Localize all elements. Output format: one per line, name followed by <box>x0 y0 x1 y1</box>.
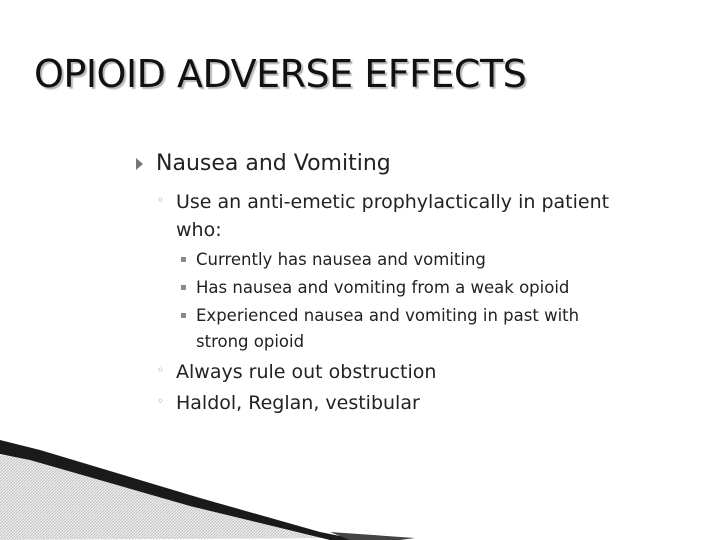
bullet-level2: Always rule out obstruction <box>176 361 437 383</box>
decorative-swoosh <box>0 440 420 540</box>
bullet-level3: Currently has nausea and vomiting <box>196 250 486 269</box>
slide-title: OPIOID ADVERSE EFFECTS <box>34 52 527 96</box>
bullet-level3: Experienced nausea and vomiting in past with <box>196 306 580 325</box>
small-square-bullet-icon: ▪ <box>180 310 187 321</box>
bullet-level1: Nausea and Vomiting <box>156 151 391 176</box>
small-square-bullet-icon: ▪ <box>180 282 187 293</box>
bullet-level2: Use an anti-emetic prophylactically in patient <box>176 191 610 213</box>
triangle-right-icon <box>136 158 143 170</box>
hollow-circle-bullet-icon: ◦ <box>157 363 165 377</box>
bullet-level3: Has nausea and vomiting from a weak opioid <box>196 278 570 297</box>
small-square-bullet-icon: ▪ <box>180 254 187 265</box>
bullet-level2-continuation: who: <box>176 219 222 241</box>
bullet-level3-continuation: strong opioid <box>196 332 305 351</box>
bullet-level2: Haldol, Reglan, vestibular <box>176 392 420 414</box>
hollow-circle-bullet-icon: ◦ <box>157 394 165 408</box>
hollow-circle-bullet-icon: ◦ <box>157 193 165 207</box>
